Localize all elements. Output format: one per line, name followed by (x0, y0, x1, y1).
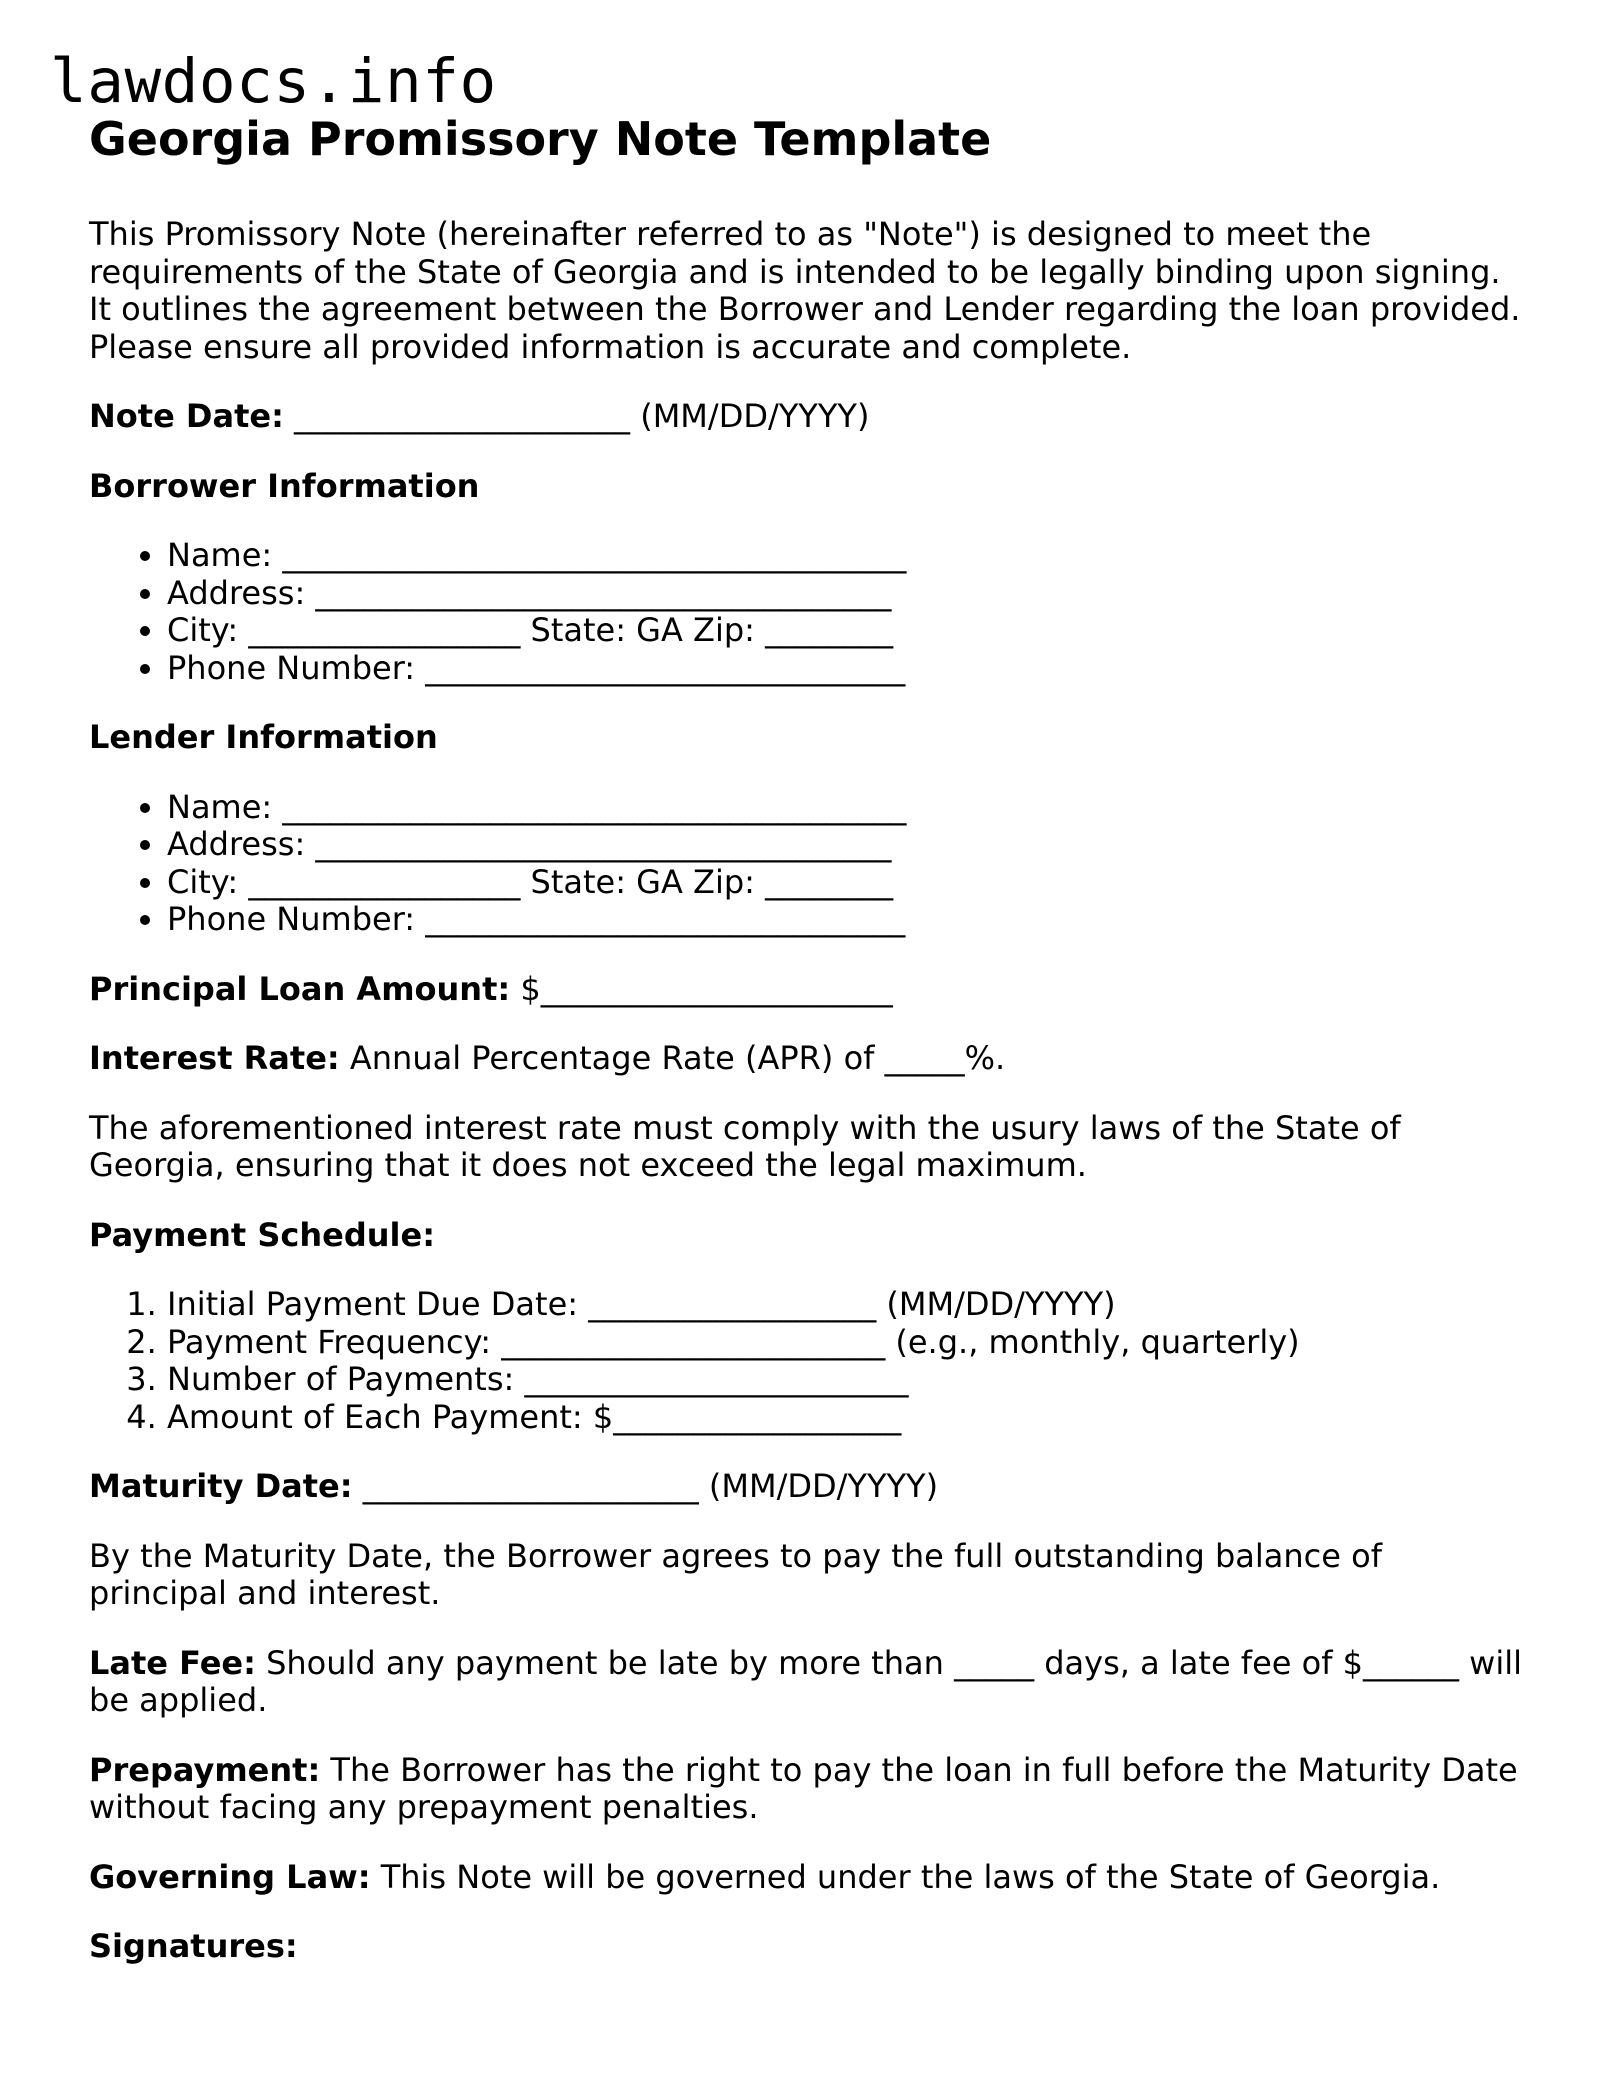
payment-count-item: 3. Number of Payments: ________________________ (167, 1361, 1529, 1399)
note-date-label: Note Date: (89, 397, 284, 435)
governing-law-label: Governing Law: (89, 1857, 371, 1896)
document-body (89, 104, 1529, 1998)
maturity-line (89, 1468, 1529, 1506)
document-title: Georgia Promissory Note Template (89, 112, 992, 166)
borrower-heading: Borrower Information (89, 466, 480, 505)
prepayment-label: Prepayment: (89, 1750, 321, 1789)
note-date-line (89, 398, 1529, 436)
prepayment-text: The Borrower has the right to pay the loan in full before the Maturity Date without facing any prepayment penalties. (89, 1750, 1518, 1826)
borrower-name-item: • Name: _______________________________________ (167, 537, 1529, 575)
lender-name-item: • Name: _______________________________________ (167, 789, 1529, 827)
governing-law-text: This Note will be governed under the laws of the State of Georgia. (370, 1857, 1441, 1896)
payment-amount-item: 4. Amount of Each Payment: $__________________ (167, 1399, 1529, 1437)
site-watermark: lawdocs.info (50, 46, 497, 117)
lender-list (89, 789, 1529, 939)
governing-law-paragraph (89, 1859, 1529, 1897)
borrower-city-item: • City: _________________ State: GA Zip: ________ (167, 612, 1529, 650)
maturity-paragraph: By the Maturity Date, the Borrower agrees to pay the full outstanding balance of principal and interest. (89, 1536, 1382, 1612)
payment-due-date-item: 1. Initial Payment Due Date: __________________ (MM/DD/YYYY) (167, 1286, 1529, 1324)
principal-line (89, 971, 1529, 1009)
borrower-phone-item: • Phone Number: ______________________________ (167, 650, 1529, 688)
interest-field: Annual Percentage Rate (APR) of _____%. (339, 1039, 1006, 1077)
interest-label: Interest Rate: (89, 1039, 340, 1077)
maturity-label: Maturity Date: (89, 1467, 353, 1505)
lender-city-item: • City: _________________ State: GA Zip: ________ (167, 864, 1529, 902)
intro-paragraph: This Promissory Note (hereinafter referred to as "Note") is designed to meet the requirements of the State of Georgia and is intended to be legally binding upon signing. It outlines the agreement between the Borrower and Lender regarding the loan provided. Please ensure all provided information is accurate and complete. (89, 215, 1521, 366)
principal-field: $______________________ (510, 969, 893, 1008)
late-fee-label: Late Fee: (89, 1643, 256, 1682)
borrower-address-item: • Address: ____________________________________ (167, 575, 1529, 613)
signatures-heading: Signatures: (89, 1927, 298, 1965)
note-date-field: _____________________ (MM/DD/YYYY) (283, 397, 870, 435)
prepayment-paragraph (89, 1752, 1529, 1827)
lender-phone-item: • Phone Number: ______________________________ (167, 901, 1529, 939)
maturity-field: _____________________ (MM/DD/YYYY) (352, 1467, 939, 1505)
usury-paragraph: The aforementioned interest rate must comply with the usury laws of the State of Georgia, ensuring that it does not exceed the legal maximum. (89, 1108, 1401, 1184)
interest-line (89, 1040, 1529, 1078)
late-fee-text: Should any payment be late by more than _____ days, a late fee of $______ will be applied. (89, 1643, 1522, 1719)
late-fee-paragraph (89, 1645, 1529, 1720)
payment-schedule-list (89, 1286, 1529, 1436)
principal-label: Principal Loan Amount: (89, 969, 511, 1008)
lender-heading: Lender Information (89, 718, 438, 756)
payment-schedule-heading: Payment Schedule: (89, 1215, 435, 1254)
borrower-list (89, 537, 1529, 687)
lender-address-item: • Address: ____________________________________ (167, 826, 1529, 864)
payment-frequency-item: 2. Payment Frequency: ________________________ (e.g., monthly, quarterly) (167, 1324, 1529, 1362)
